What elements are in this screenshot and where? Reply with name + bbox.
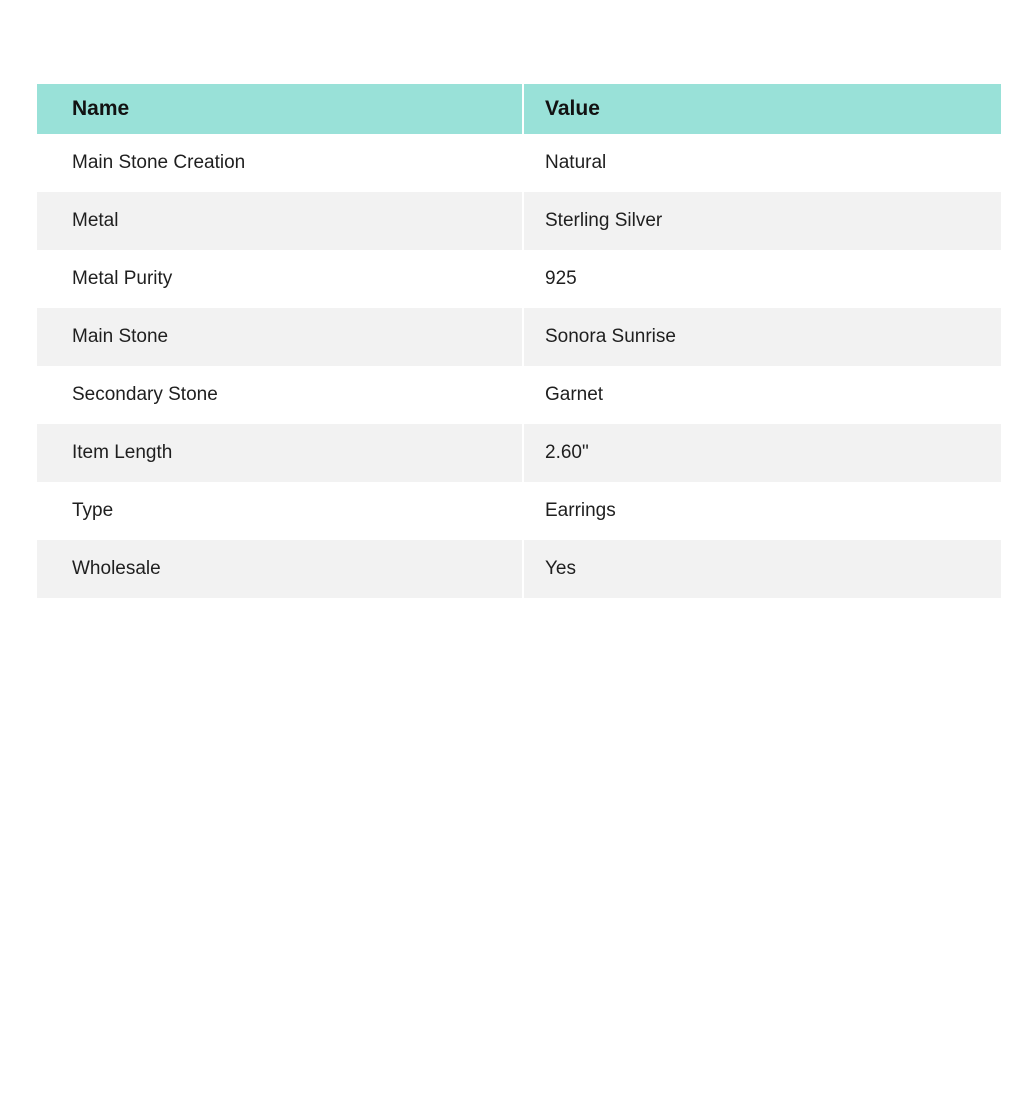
table-row: [37, 308, 1001, 366]
column-header-value: Value: [523, 84, 1001, 134]
attribute-name: Item Length: [37, 424, 523, 482]
attribute-name: Metal Purity: [37, 250, 523, 308]
attribute-name: Metal: [37, 192, 523, 250]
attribute-name: Wholesale: [37, 540, 523, 598]
header-row: [37, 84, 1001, 134]
table-row: [37, 540, 1001, 598]
attribute-value: Earrings: [523, 482, 1001, 540]
table-row: [37, 250, 1001, 308]
attribute-value: 925: [523, 250, 1001, 308]
attribute-value: Garnet: [523, 366, 1001, 424]
attribute-value: Sonora Sunrise: [523, 308, 1001, 366]
attribute-name: Main Stone Creation: [37, 134, 523, 192]
table-row: [37, 424, 1001, 482]
table-row: [37, 482, 1001, 540]
table-row: [37, 134, 1001, 192]
attribute-value: Sterling Silver: [523, 192, 1001, 250]
attribute-value: Natural: [523, 134, 1001, 192]
attribute-name: Secondary Stone: [37, 366, 523, 424]
attribute-name: Main Stone: [37, 308, 523, 366]
column-header-name: Name: [37, 84, 523, 134]
table-body: [37, 134, 1001, 598]
table-header: [37, 84, 1001, 134]
attribute-value: Yes: [523, 540, 1001, 598]
table-row: [37, 366, 1001, 424]
item-specifics-table: [37, 84, 1001, 598]
attribute-value: 2.60": [523, 424, 1001, 482]
attribute-name: Type: [37, 482, 523, 540]
table-row: [37, 192, 1001, 250]
